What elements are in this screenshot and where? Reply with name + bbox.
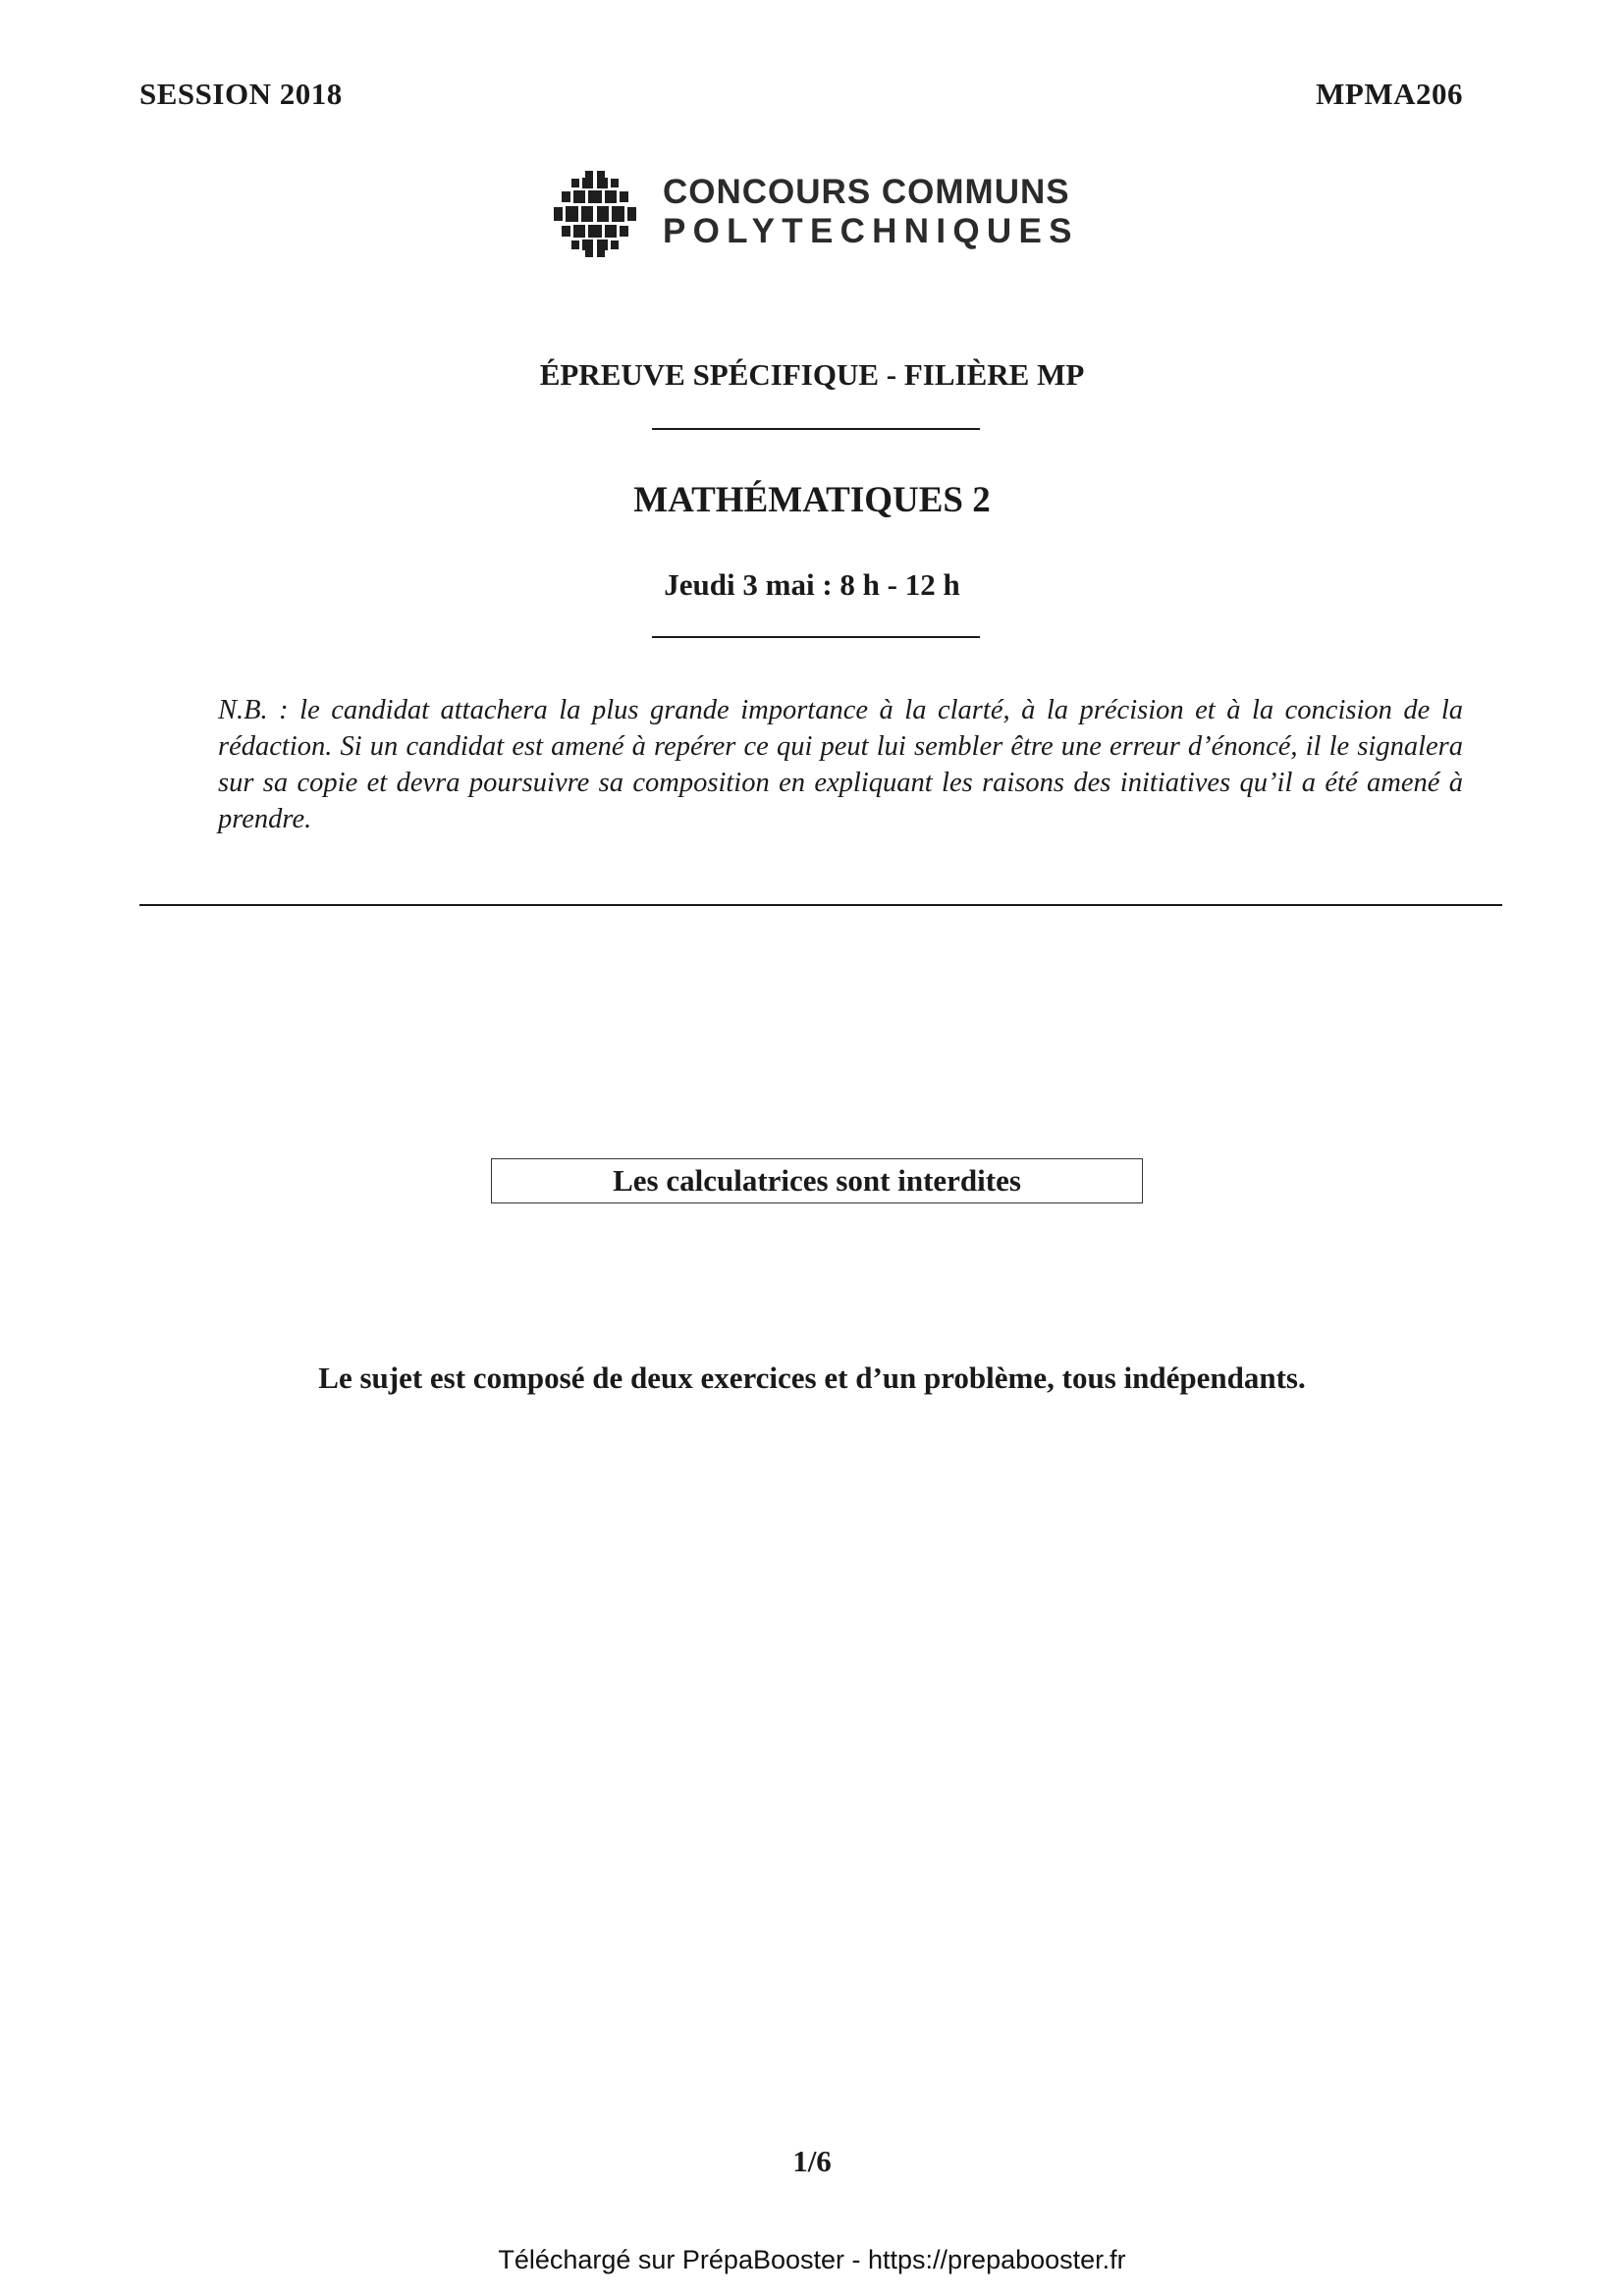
subject-title: MATHÉMATIQUES 2 xyxy=(633,480,991,520)
exam-date: Jeudi 3 mai : 8 h - 12 h xyxy=(664,567,960,602)
globe-grid-icon xyxy=(550,169,640,259)
calculator-notice: Les calculatrices sont interdites xyxy=(491,1158,1143,1203)
section-divider xyxy=(139,904,1502,906)
instructions-note: N.B. : le candidat attachera la plus grande importance à la clarté, à la précision et à la concision de la rédaction. Si un candidat est amené à repérer ce qui peut lui sembler être une erreur d’énoncé, il le signalera sur sa copie et devra poursuivre sa composition en expliquant les raisons des initiatives qu’il a été amené à prendre. xyxy=(218,695,1463,834)
epreuve-title: ÉPREUVE SPÉCIFIQUE - FILIÈRE MP xyxy=(539,357,1085,392)
divider xyxy=(652,636,980,638)
logo-line-1: CONCOURS COMMUNS xyxy=(663,173,1070,211)
page-number: 1/6 xyxy=(792,2144,832,2178)
composition-statement: Le sujet est composé de deux exercices et d’un problème, tous indépendants. xyxy=(318,1361,1306,1395)
session-label: SESSION 2018 xyxy=(139,77,343,111)
exam-code: MPMA206 xyxy=(1316,77,1463,111)
download-footer: Téléchargé sur PrépaBooster - https://prepabooster.fr xyxy=(498,2245,1126,2274)
ccp-logo xyxy=(550,165,1079,255)
divider xyxy=(652,428,980,430)
logo-line-2: POLYTECHNIQUES xyxy=(663,212,1079,250)
logo-wordmark xyxy=(663,173,1079,251)
